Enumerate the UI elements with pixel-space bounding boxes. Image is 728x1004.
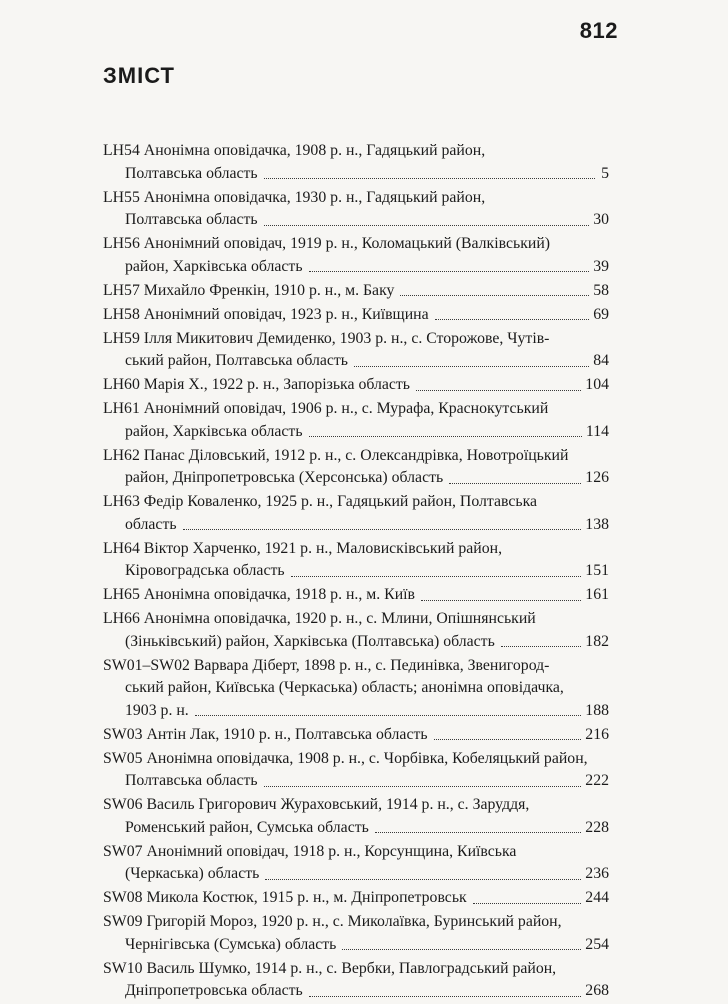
dot-leader [449, 483, 581, 484]
toc-entry-text: LH61 Анонімний оповідач, 1906 р. н., с. Мурафа, Краснокутський [103, 400, 549, 417]
toc-entry-text: район, Харківська область [125, 422, 303, 440]
toc-entry [103, 887, 609, 910]
dot-leader [309, 996, 582, 997]
toc-entry [103, 841, 609, 886]
toc-page-number: 39 [593, 257, 609, 275]
toc-entry [103, 280, 609, 303]
toc-page-number: 244 [585, 889, 609, 906]
toc-entry-text: район, Дніпропетровська (Херсонська) область [125, 469, 444, 486]
toc-page-number: 268 [585, 982, 609, 999]
toc-entry-text: LH57 Михайло Френкін, 1910 р. н., м. Баку [103, 281, 395, 299]
toc-entry [103, 374, 609, 397]
toc-page-number: 161 [585, 586, 609, 603]
toc-entry-text: LH54 Анонімна оповідачка, 1908 р. н., Гадяцький район, [103, 142, 486, 159]
toc-page-number: 58 [593, 281, 609, 299]
toc-entry-text: LH56 Анонімний оповідач, 1919 р. н., Коломацький (Валківський) [103, 235, 551, 252]
toc-entry [103, 233, 609, 278]
toc-entry-text: LH55 Анонімна оповідачка, 1930 р. н., Гадяцький район, [103, 188, 486, 206]
dot-leader [416, 390, 581, 391]
dot-leader [183, 529, 582, 530]
dot-leader [309, 271, 590, 272]
dot-leader [342, 949, 581, 950]
toc-entry-text: область [125, 515, 177, 533]
toc-entry [103, 328, 609, 373]
toc-entry [103, 398, 609, 443]
dot-leader [264, 786, 582, 787]
toc-entry [103, 608, 609, 653]
toc-page-number: 5 [601, 164, 609, 182]
toc-page-number: 254 [585, 935, 609, 953]
toc-entry [103, 445, 609, 490]
toc-entry-text: SW05 Анонімна оповідачка, 1908 р. н., с. Чорбівка, Кобеляцький район, [103, 749, 588, 767]
toc-entry-text: LH59 Ілля Микитович Демиденко, 1903 р. н., с. Сторожове, Чутів- [103, 329, 550, 347]
toc-page-number: 69 [593, 305, 609, 323]
toc-entry-text: Кіровоградська область [125, 562, 285, 579]
toc-entry-text: Чернігівська (Сумська) область [125, 935, 337, 953]
toc-entry-text: SW10 Василь Шумко, 1914 р. н., с. Вербки, Павлоградський район, [103, 959, 557, 977]
toc-entry-text: Дніпропетровська область [125, 982, 303, 999]
toc-entry-text: LH66 Анонімна оповідачка, 1920 р. н., с. Млини, Опішнянський [103, 610, 536, 627]
toc-entry-text: ський район, Київська (Черкаська) область; анонімна оповідачка, [125, 679, 564, 696]
dot-leader [309, 436, 582, 437]
dot-leader [400, 295, 589, 296]
toc-page-number: 104 [585, 376, 609, 393]
toc-page-number: 188 [585, 701, 609, 719]
toc-entry-text: Полтавська область [125, 211, 258, 228]
page-number: 812 [579, 18, 618, 43]
toc-page-number: 236 [585, 865, 609, 882]
toc-entry-text: район, Харківська область [125, 257, 303, 275]
page-title: ЗМІСТ [103, 63, 175, 88]
toc-entry [103, 794, 609, 839]
toc-entry-text: Полтавська область [125, 772, 258, 789]
dot-leader [435, 319, 590, 320]
toc-entry [103, 655, 609, 723]
dot-leader [434, 739, 582, 740]
toc-entry-text: SW08 Микола Костюк, 1915 р. н., м. Дніпропетровськ [103, 889, 467, 906]
dot-leader [421, 600, 581, 601]
toc-page-number: 182 [585, 632, 609, 650]
toc-page-number: 216 [585, 725, 609, 743]
dot-leader [473, 903, 582, 904]
toc-entry-text: LH64 Віктор Харченко, 1921 р. н., Маловисківський район, [103, 539, 503, 557]
toc-entry-text: (Черкаська) область [125, 865, 260, 882]
dot-leader [375, 832, 581, 833]
dot-leader [264, 178, 595, 179]
dot-leader [264, 225, 590, 226]
toc-entry-text: LH62 Панас Діловський, 1912 р. н., с. Олександрівка, Новотроїцький [103, 446, 569, 464]
toc-entry [103, 748, 609, 793]
dot-leader [291, 576, 582, 577]
toc-entry-text: 1903 р. н. [125, 701, 189, 719]
toc-page-number: 84 [593, 352, 609, 369]
toc-entry-text: SW09 Григорій Мороз, 1920 р. н., с. Миколаївка, Буринський район, [103, 913, 562, 930]
toc-entry-text: LH63 Федір Коваленко, 1925 р. н., Гадяцький район, Полтавська [103, 493, 538, 510]
toc-entry [103, 584, 609, 607]
toc-entry [103, 958, 609, 1003]
toc-entry-text: LH58 Анонімний оповідач, 1923 р. н., Київщина [103, 305, 429, 323]
dot-leader [354, 366, 589, 367]
toc-entry-text: Роменський район, Сумська область [125, 818, 369, 836]
toc-page-number: 138 [585, 515, 609, 533]
toc-entry-text: SW06 Василь Григорович Жураховський, 1914 р. н., с. Заруддя, [103, 796, 530, 813]
table-of-contents [103, 140, 609, 1004]
dot-leader [195, 715, 582, 716]
toc-page-number: 114 [585, 422, 609, 440]
toc-entry-text: SW07 Анонімний оповідач, 1918 р. н., Корсунщина, Київська [103, 842, 517, 860]
toc-entry [103, 140, 609, 185]
toc-page-number: 30 [593, 211, 609, 228]
toc-entry [103, 304, 609, 327]
toc-page-number: 228 [585, 818, 609, 836]
toc-entry-text: SW03 Антін Лак, 1910 р. н., Полтавська область [103, 725, 428, 743]
toc-entry-text: ський район, Полтавська область [125, 352, 348, 369]
toc-page-number: 222 [585, 772, 609, 789]
toc-entry [103, 911, 609, 956]
toc-page-number: 126 [585, 469, 609, 486]
toc-entry-text: LH60 Марія Х., 1922 р. н., Запорізька область [103, 376, 411, 393]
toc-entry [103, 724, 609, 747]
toc-entry [103, 491, 609, 536]
toc-page-number: 151 [585, 562, 609, 579]
dot-leader [501, 646, 582, 647]
toc-entry-text: Полтавська область [125, 164, 258, 182]
toc-entry-text: SW01–SW02 Варвара Діберт, 1898 р. н., с. Пединівка, Звенигород- [103, 656, 550, 674]
toc-entry [103, 538, 609, 583]
toc-entry-text: (Зіньківський) район, Харківська (Полтавська) область [125, 632, 495, 650]
toc-entry [103, 187, 609, 232]
toc-entry-text: LH65 Анонімна оповідачка, 1918 р. н., м. Київ [103, 586, 415, 603]
dot-leader [265, 879, 581, 880]
